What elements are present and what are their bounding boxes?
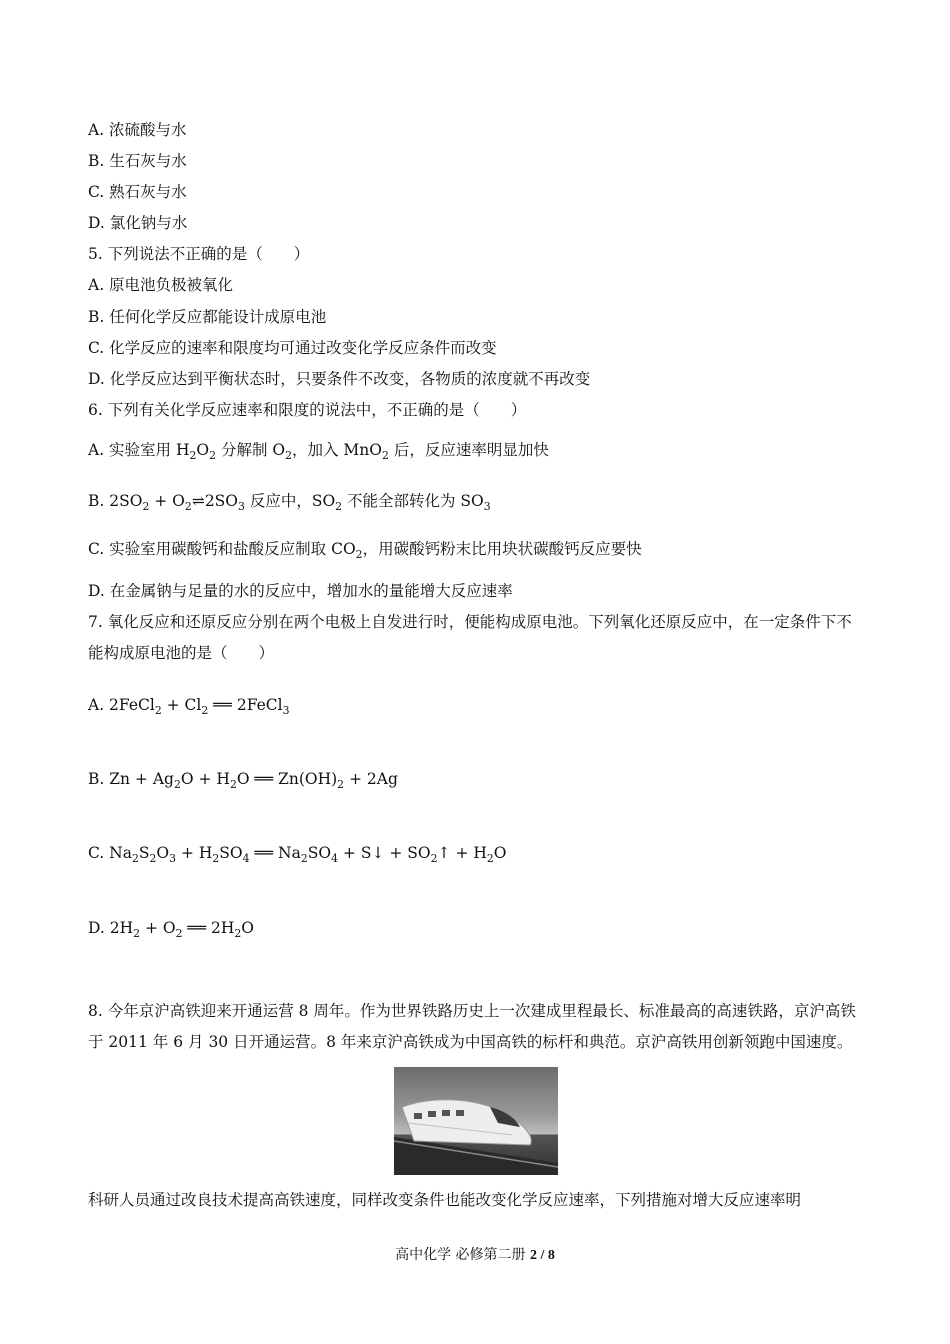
q6-stem: 6. 下列有关化学反应速率和限度的说法中，不正确的是（ ） — [88, 401, 527, 419]
q4-option-a: A. 浓硫酸与水 — [88, 121, 187, 139]
q4-option-c: C. 熟石灰与水 — [88, 183, 187, 201]
footer-label: 高中化学 必修第二册 — [395, 1247, 530, 1263]
q7-option-b: B. $Zn + Ag_2O + H_2O$ ══ $Zn(OH)_2 + 2Ag$ — [88, 770, 398, 792]
train-icon — [394, 1067, 558, 1175]
high-speed-train-image — [394, 1067, 558, 1175]
page-number: 2 / 8 — [530, 1248, 555, 1263]
q4-option-b: B. 生石灰与水 — [88, 152, 187, 170]
q7-stem: 7. 氧化反应和还原反应分别在两个电极上自发进行时，便能构成原电池。下列氧化还原反应中，在一定条件下不能构成原电池的是（ ） — [88, 613, 852, 662]
q7-option-d: D. $2H_2 + O_2$ ══ $2H_2O$ — [88, 919, 255, 941]
q4-option-d: D. 氯化钠与水 — [88, 214, 188, 232]
q5-option-c: C. 化学反应的速率和限度均可通过改变化学反应条件而改变 — [88, 339, 497, 357]
q6-option-c: C. 实验室用碳酸钙和盐酸反应制取 $CO_2$，用碳酸钙粉末比用块状碳酸钙反应要快 — [88, 540, 642, 562]
q5-option-b: B. 任何化学反应都能设计成原电池 — [88, 308, 327, 326]
q5-option-a: A. 原电池负极被氧化 — [88, 276, 234, 294]
q8-stem: 8. 今年京沪高铁迎来开通运营 8 周年。作为世界铁路历史上一次建成里程最长、标准最高的高速铁路，京沪高铁于 2011 年 6 月 30 日开通运营。8 年来京沪高铁成为中国高铁的标杆和典范。京沪高铁用创新领跑中国速度。 — [88, 1002, 856, 1051]
q7-option-c: C. $Na_2S_2O_3 + H_2SO_4$ ══ $Na_2SO_4$ + S↓ + $SO_2↑ + H_2O$ — [88, 844, 507, 866]
q6-option-a: A. 实验室用 $H_2O_2$ 分解制 $O_2$，加入 MnO$_2$ 后，反应速率明显加快 — [88, 441, 549, 463]
q8-continuation: 科研人员通过改良技术提高高铁速度，同样改变条件也能改变化学反应速率，下列措施对增大反应速率明 — [88, 1191, 802, 1209]
q5-option-d: D. 化学反应达到平衡状态时，只要条件不改变，各物质的浓度就不再改变 — [88, 370, 591, 388]
q6-option-b: B. $2SO_2$ + $O_2\rightleftharpoons 2SO_3$ 反应中，$SO_2$ 不能全部转化为 $SO_3$ — [88, 492, 491, 514]
q6-option-d: D. 在金属钠与足量的水的反应中，增加水的量能增大反应速率 — [88, 582, 513, 600]
q7-option-a: A. 2FeCl$_2$ + $Cl_2$ ══ 2FeCl$_3$ — [88, 696, 290, 718]
equilibrium-arrow-icon: ⇌ — [191, 492, 205, 510]
q5-stem: 5. 下列说法不正确的是（ ） — [88, 245, 310, 263]
page-footer — [0, 1244, 950, 1264]
